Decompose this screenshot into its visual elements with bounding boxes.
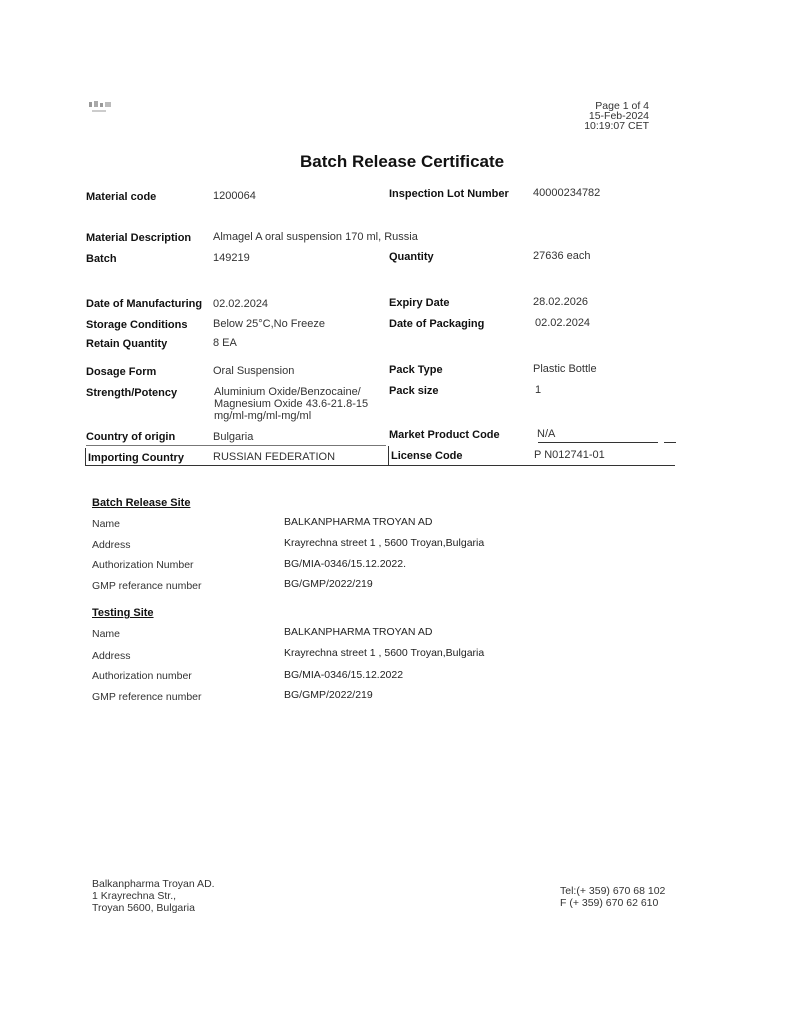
pack-size-label: Pack size [389, 385, 439, 397]
footer-contact [560, 885, 665, 909]
dosage-form-label: Dosage Form [86, 366, 157, 378]
row-divider [664, 442, 676, 443]
row-divider [86, 445, 386, 446]
storage-conditions-value: Below 25°C,No Freeze [213, 318, 326, 330]
footer-address [92, 878, 215, 914]
inspection-lot-value: 40000234782 [533, 187, 601, 199]
ts-name-label: Name [92, 628, 121, 640]
row-divider [538, 442, 658, 443]
print-date: 15-Feb-2024 [588, 110, 649, 122]
material-code-label: Material code [86, 191, 157, 203]
brs-address-value: Krayrechna street 1 , 5600 Troyan,Bulgaria [284, 537, 485, 549]
retain-quantity-label: Retain Quantity [86, 338, 168, 350]
date-of-packaging-label: Date of Packaging [389, 318, 485, 330]
license-code-label: License Code [391, 450, 463, 462]
brs-name-value: BALKANPHARMA TROYAN AD [284, 516, 433, 528]
expiry-date-label: Expiry Date [389, 297, 450, 309]
pack-type-label: Pack Type [389, 364, 443, 376]
ts-address-label: Address [92, 650, 131, 662]
date-of-manufacturing-label: Date of Manufacturing [86, 298, 203, 310]
pack-size-value: 1 [535, 384, 542, 396]
brs-gmp-value: BG/GMP/2022/219 [284, 578, 373, 590]
page-info [584, 101, 649, 131]
expiry-date-value: 28.02.2026 [533, 296, 589, 308]
pack-type-value: Plastic Bottle [533, 363, 597, 375]
date-of-packaging-value: 02.02.2024 [535, 317, 591, 329]
country-of-origin-value: Bulgaria [213, 431, 254, 443]
print-time: 10:19:07 CET [584, 120, 649, 132]
inspection-lot-label: Inspection Lot Number [389, 188, 509, 200]
ts-authorization-label: Authorization number [92, 670, 192, 682]
ts-address-value: Krayrechna street 1 , 5600 Troyan,Bulgaria [284, 647, 485, 659]
brs-authorization-label: Authorization Number [92, 559, 194, 571]
dosage-form-value: Oral Suspension [213, 365, 295, 377]
ts-authorization-value: BG/MIA-0346/15.12.2022 [284, 669, 404, 681]
strength-line: Magnesium Oxide 43.6-21.8-15 [214, 398, 369, 410]
table-border-left [85, 448, 86, 466]
batch-label: Batch [86, 253, 117, 265]
material-description-value: Almagel A oral suspension 170 ml, Russia [213, 231, 418, 243]
brs-gmp-label: GMP referance number [92, 580, 202, 592]
testing-site-title: Testing Site [92, 607, 154, 619]
brs-authorization-value: BG/MIA-0346/15.12.2022. [284, 558, 406, 570]
strength-potency-value [214, 386, 368, 422]
retain-quantity-value: 8 EA [213, 337, 237, 349]
page-title: Batch Release Certificate [300, 152, 505, 171]
importing-country-label: Importing Country [88, 452, 184, 464]
footer-tel: Tel:(+ 359) 670 68 102 [560, 885, 666, 897]
table-border-bottom [85, 465, 675, 466]
quantity-value: 27636 each [533, 250, 591, 262]
ts-gmp-value: BG/GMP/2022/219 [284, 689, 373, 701]
page-number: Page 1 of 4 [595, 100, 649, 112]
date-of-manufacturing-value: 02.02.2024 [213, 298, 269, 310]
storage-conditions-label: Storage Conditions [86, 319, 188, 331]
market-product-code-value: N/A [537, 428, 556, 440]
brs-name-label: Name [92, 518, 121, 530]
quantity-label: Quantity [389, 251, 434, 263]
ts-gmp-label: GMP reference number [92, 691, 202, 703]
footer-fax: F (+ 359) 670 62 610 [560, 897, 659, 909]
footer-address-line: 1 Krayrechna Str., [92, 890, 177, 902]
market-product-code-label: Market Product Code [389, 429, 500, 441]
country-of-origin-label: Country of origin [86, 431, 176, 443]
footer-address-line: Troyan 5600, Bulgaria [92, 902, 195, 914]
brs-address-label: Address [92, 539, 131, 551]
batch-value: 149219 [213, 252, 250, 264]
importing-country-value: RUSSIAN FEDERATION [213, 451, 336, 463]
strength-line: mg/ml-mg/ml-mg/ml [214, 410, 312, 422]
company-logo-icon [88, 100, 118, 116]
material-description-label: Material Description [86, 232, 192, 244]
strength-line: Aluminium Oxide/Benzocaine/ [214, 386, 361, 398]
strength-potency-label: Strength/Potency [86, 387, 178, 399]
footer-address-line: Balkanpharma Troyan AD. [92, 878, 215, 890]
license-code-value: P N012741-01 [534, 449, 605, 461]
table-border-middle [388, 446, 389, 466]
batch-release-site-title: Batch Release Site [92, 497, 191, 509]
ts-name-value: BALKANPHARMA TROYAN AD [284, 626, 433, 638]
material-code-value: 1200064 [213, 190, 256, 202]
